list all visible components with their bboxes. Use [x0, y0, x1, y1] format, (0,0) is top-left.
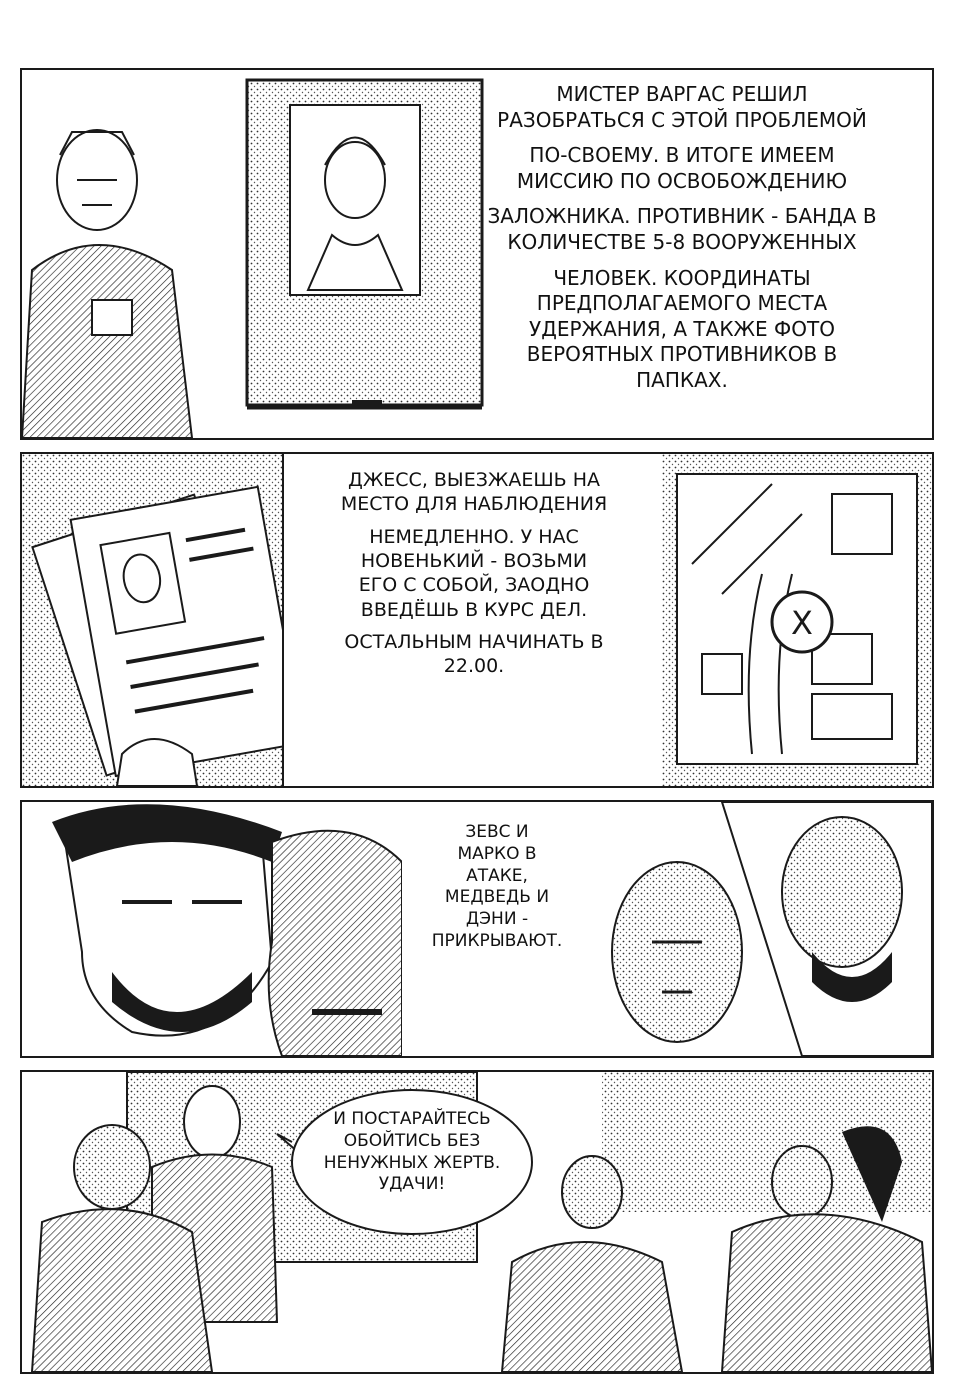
speech-line: УДАЧИ! — [378, 1174, 446, 1195]
caption-line: МИССИЮ ПО ОСВОБОЖДЕНИЮ — [516, 168, 848, 193]
narration-box — [282, 454, 666, 786]
speech-bubble-text — [292, 1109, 532, 1196]
caption-line: ВВЕДЁШЬ В КУРС ДЕЛ. — [360, 598, 588, 621]
caption-line: МИСТЕР ВАРГАС РЕШИЛ — [556, 82, 808, 106]
caption-line: УДЕРЖАНИЯ, А ТАКЖЕ ФОТО — [529, 316, 835, 341]
caption-line: 22.00. — [443, 655, 505, 678]
caption-line: ЕГО С СОБОЙ, ЗАОДНО — [358, 574, 590, 597]
caption-line: ПРИКРЫВАЮТ. — [431, 930, 563, 951]
speech-line: НЕНУЖНЫХ ЖЕРТВ. — [323, 1152, 501, 1173]
dossier-folders-illustration — [22, 454, 284, 786]
map-target-marker: X — [791, 604, 813, 642]
caption-line: МАРКО В — [457, 843, 537, 864]
narration-caption — [284, 468, 664, 679]
caption-line: КОЛИЧЕСТВЕ 5-8 ВООРУЖЕННЫХ — [507, 229, 857, 254]
panel-briefing-caption — [20, 68, 934, 440]
speech-line: И ПОСТАРАЙТЕСЬ — [333, 1109, 491, 1129]
vargas-at-board-illustration — [22, 70, 492, 438]
caption-line: ЧЕЛОВЕК. КООРДИНАТЫ — [553, 265, 811, 290]
narration-caption — [402, 822, 592, 953]
panel-team-assignments — [20, 800, 934, 1058]
caption-line: ДЖЕСС, ВЫЕЗЖАЕШЬ НА — [347, 469, 601, 491]
speech-line: ОБОЙТИСЬ БЕЗ — [343, 1130, 481, 1151]
caption-line: ПАПКАХ. — [636, 367, 728, 392]
caption-line: АТАКЕ, — [466, 865, 528, 886]
caption-line: РАЗОБРАТЬСЯ С ЭТОЙ ПРОБЛЕМОЙ — [497, 107, 867, 132]
narration-caption — [432, 82, 932, 394]
target-map-illustration — [662, 454, 932, 786]
caption-line: ЗАЛОЖНИКА. ПРОТИВНИК - БАНДА В — [487, 204, 877, 229]
caption-line: НОВЕНЬКИЙ - ВОЗЬМИ — [360, 549, 588, 572]
caption-line: МЕДВЕДЬ И — [444, 887, 550, 908]
caption-line: ВЕРОЯТНЫХ ПРОТИВНИКОВ В — [526, 342, 838, 367]
caption-line: МЕСТО ДЛЯ НАБЛЮДЕНИЯ — [340, 493, 608, 516]
caption-line: ЗЕВС И — [465, 822, 529, 842]
caption-line: ДЭНИ - — [465, 909, 529, 929]
caption-line: ПРЕДПОЛАГАЕМОГО МЕСТА — [536, 291, 828, 316]
caption-line: НЕМЕДЛЕННО. У НАС — [369, 525, 579, 548]
caption-line: ОСТАЛЬНЫМ НАЧИНАТЬ В — [344, 630, 604, 653]
caption-line: ПО-СВОЕМУ. В ИТОГЕ ИМЕЕМ — [529, 143, 835, 168]
bearded-men-illustration — [22, 802, 402, 1056]
panel-folders-map — [20, 452, 934, 788]
bald-men-illustration — [592, 802, 932, 1056]
panel-farewell — [20, 1070, 934, 1374]
